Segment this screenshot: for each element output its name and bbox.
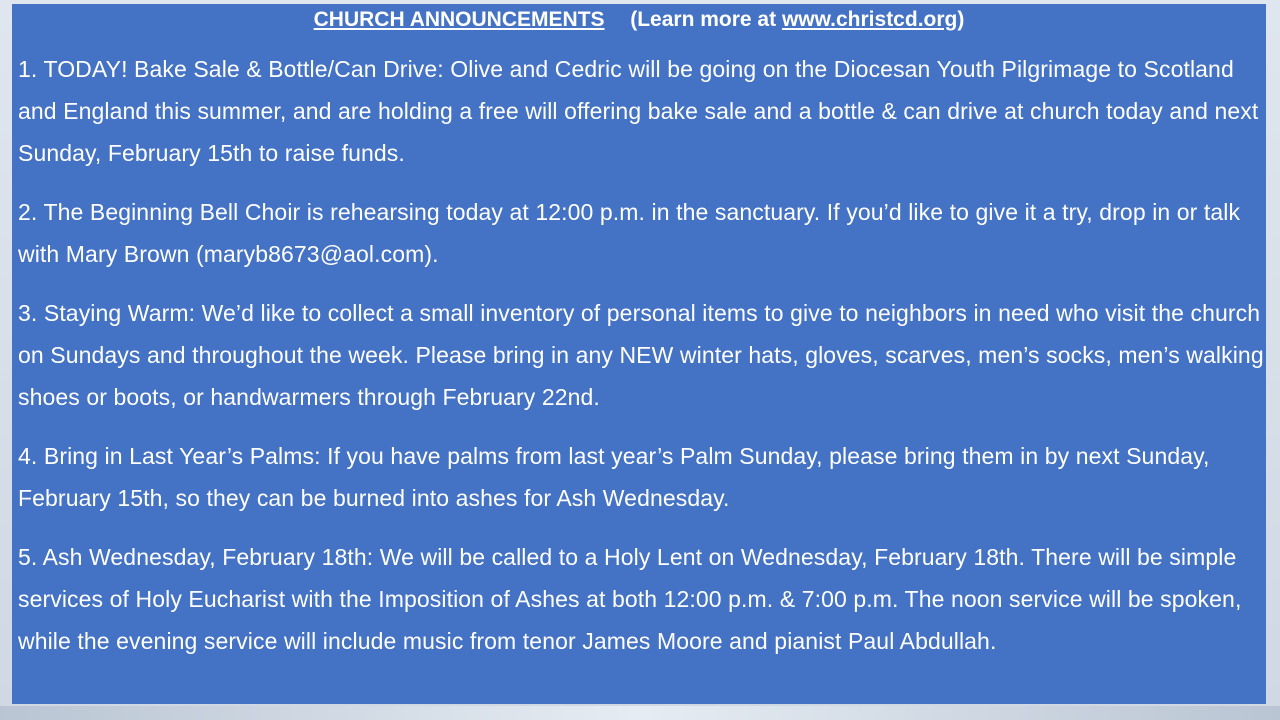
announcement-item-2: 2. The Beginning Bell Choir is rehearsing today at 12:00 p.m. in the sanctuary. If you’d like to give it a try, drop in or talk with Mary Brown (maryb8673@aol.com). bbox=[18, 199, 1241, 267]
announcement-list bbox=[18, 48, 1264, 679]
learn-more-prefix: (Learn more at bbox=[630, 8, 782, 31]
website-link[interactable]: www.christcd.org bbox=[781, 8, 958, 31]
slide-title: CHURCH ANNOUNCEMENTS bbox=[313, 8, 605, 31]
announcement-item-1: 1. TODAY! Bake Sale & Bottle/Can Drive: Olive and Cedric will be going on the Diocesan Youth Pilgrimage to Scotland and England this summer, and are holding a free will offering bake sale and a bottle & can drive at church today and next Sunday, February 15th to raise funds. bbox=[18, 56, 1259, 166]
announcement-item-5: 5. Ash Wednesday, February 18th: We will be called to a Holy Lent on Wednesday, February 18th. There will be simple services of Holy Eucharist with the Imposition of Ashes at both 12:00 p.m. & 7:00 p.m. The noon service will be spoken, while the evening service will include music from tenor James Moore and pianist Paul Abdullah. bbox=[18, 544, 1242, 654]
slide-header bbox=[12, 6, 1266, 34]
announcement-item-4: 4. Bring in Last Year’s Palms: If you have palms from last year’s Palm Sunday, please bring them in by next Sunday, February 15th, so they can be burned into ashes for Ash Wednesday. bbox=[18, 443, 1210, 511]
announcement-slide bbox=[12, 4, 1266, 704]
bottom-edge-bar bbox=[0, 706, 1280, 720]
learn-more-suffix: ) bbox=[957, 8, 965, 31]
announcement-item-3: 3. Staying Warm: We’d like to collect a small inventory of personal items to give to neighbors in need who visit the church on Sundays and throughout the week. Please bring in any NEW winter hats, gloves, scarves, men’s socks, men’s walking shoes or boots, or handwarmers through February 22nd. bbox=[18, 300, 1264, 410]
